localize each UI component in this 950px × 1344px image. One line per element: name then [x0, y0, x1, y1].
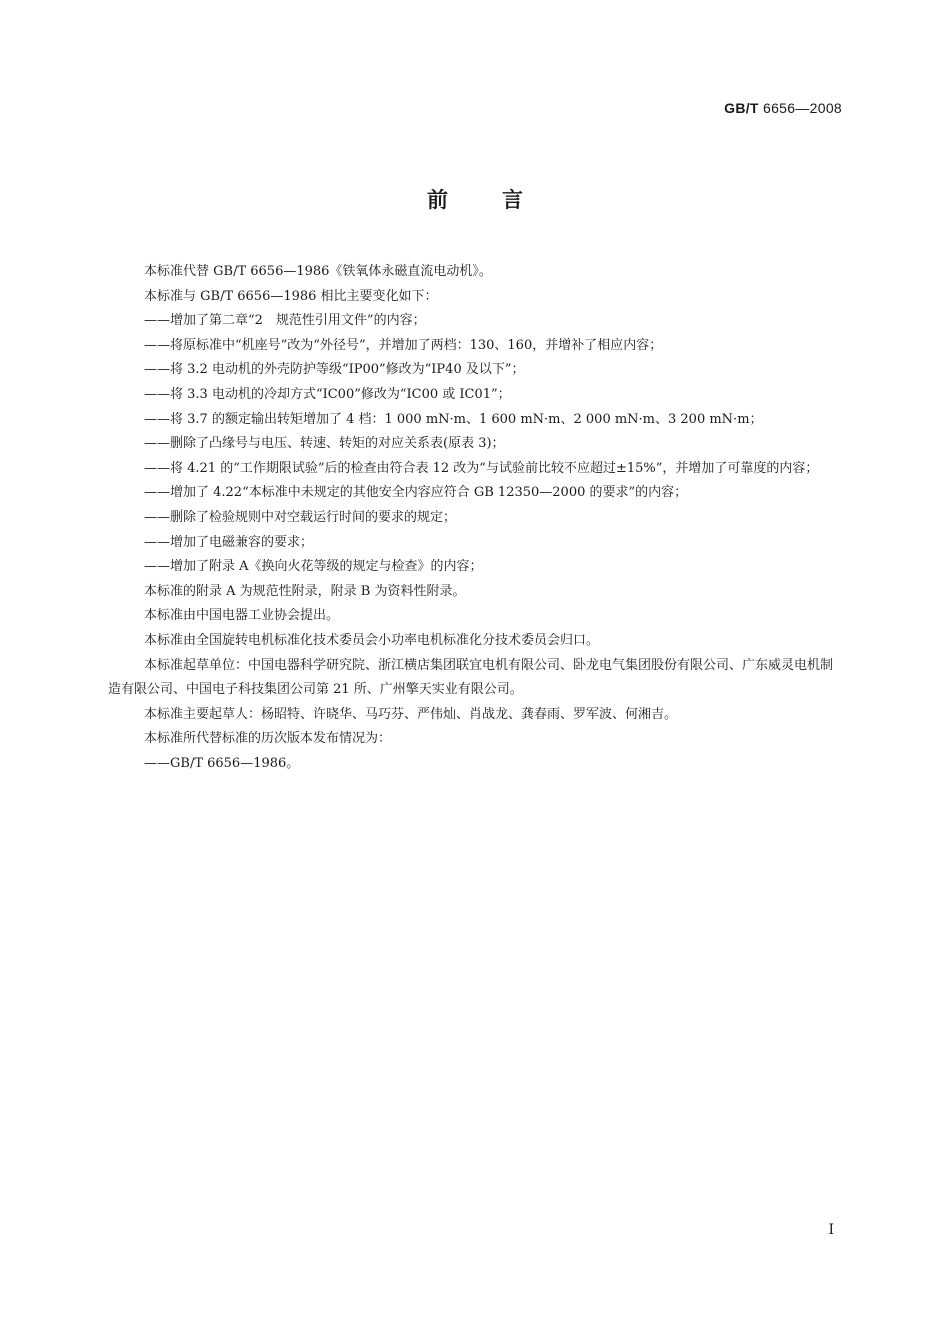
- change-item: ——将原标准中“机座号”改为“外径号”，并增加了两档：130、160，并增补了相应内容；: [144, 337, 663, 353]
- change-item: ——增加了电磁兼容的要求；: [144, 534, 314, 550]
- change-item: ——将 3.3 电动机的冷却方式“IC00”修改为“IC00 或 IC01”；: [144, 386, 511, 402]
- change-item: ——将 4.21 的“工作期限试验”后的检查由符合表 12 改为“与试验前比较不应超过±15%”，并增加了可靠度的内容；: [144, 460, 819, 476]
- foreword-body: [108, 260, 844, 776]
- closing-paragraph: 本标准所代替标准的历次版本发布情况为：: [144, 731, 392, 747]
- changes-list: [108, 309, 844, 580]
- intro-paragraph: 本标准代替 GB/T 6656—1986《铁氧体永磁直流电动机》。: [144, 264, 492, 279]
- change-item: ——删除了检验规则中对空载运行时间的要求的规定；: [144, 509, 457, 525]
- intro-paragraph: 本标准与 GB/T 6656—1986 相比主要变化如下：: [144, 288, 438, 304]
- closing-paragraph: 本标准的附录 A 为规范性附录，附录 B 为资料性附录。: [144, 583, 466, 599]
- change-item: ——增加了第二章“2 规范性引用文件”的内容；: [144, 313, 426, 329]
- drafters-paragraph: 本标准主要起草人：杨昭特、许晓华、马巧芬、严伟灿、肖战龙、龚春雨、罗军波、何湘吉。: [144, 706, 678, 722]
- standard-code: GB/T: [724, 100, 759, 116]
- change-item: ——将 3.7 的额定输出转矩增加了 4 档：1 000 mN·m、1 600 mN·m、2 000 mN·m、3 200 mN·m；: [144, 411, 763, 427]
- page-title: 前言: [427, 188, 577, 212]
- history-item: ——GB/T 6656—1986。: [144, 755, 300, 771]
- change-item: ——删除了凸缘号与电压、转速、转矩的对应关系表(原表 3)；: [144, 436, 505, 452]
- change-item: ——将 3.2 电动机的外壳防护等级“IP00”修改为“IP40 及以下”；: [144, 362, 525, 378]
- standard-code-header: [724, 100, 842, 116]
- standard-number: 6656—2008: [763, 100, 842, 116]
- drafting-units-paragraph: 本标准起草单位：中国电器科学研究院、浙江横店集团联宜电机有限公司、卧龙电气集团股份有限公司、广东威灵电机制造有限公司、中国电子科技集团公司第 21 所、广州擎天实业有限公司。: [108, 657, 834, 698]
- page-number: I: [828, 1222, 834, 1238]
- change-item: ——增加了附录 A《换向火花等级的规定与检查》的内容；: [144, 559, 483, 575]
- closing-paragraph: 本标准由中国电器工业协会提出。: [144, 608, 340, 624]
- change-item: ——增加了 4.22“本标准中未规定的其他安全内容应符合 GB 12350—2000 的要求”的内容；: [144, 485, 688, 501]
- closing-paragraph: 本标准由全国旋转电机标准化技术委员会小功率电机标准化分技术委员会归口。: [144, 632, 600, 648]
